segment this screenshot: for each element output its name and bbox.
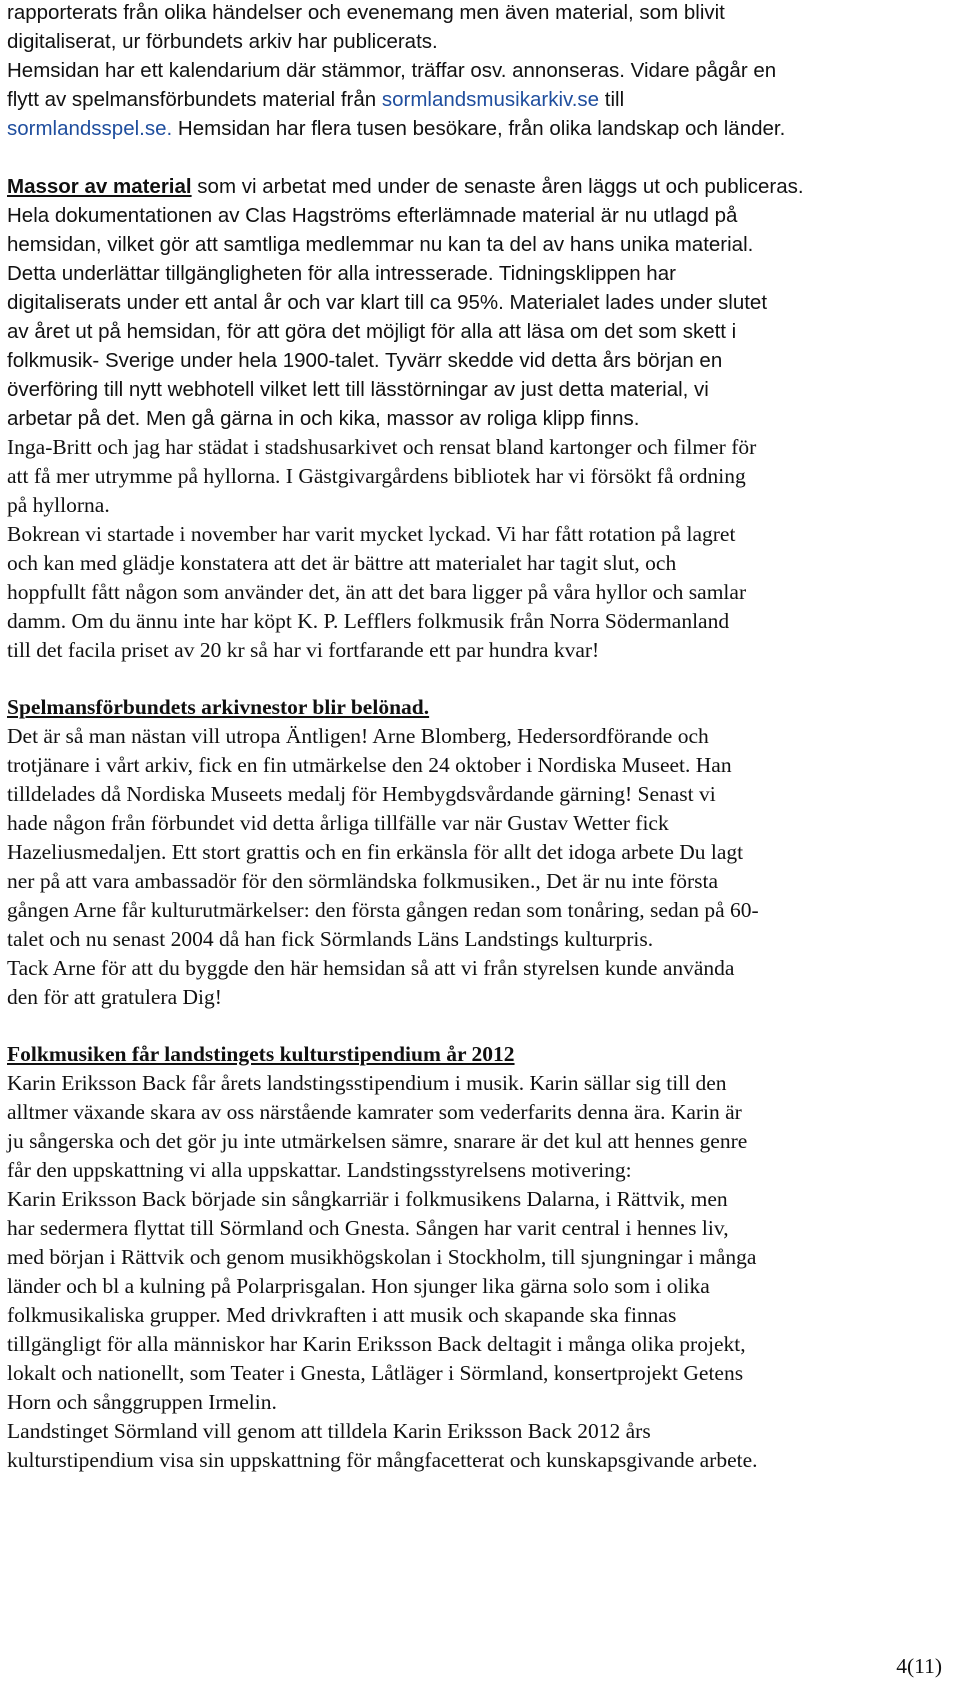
stipendium-heading: Folkmusiken får landstingets kulturstipendium år 2012 — [7, 1042, 515, 1066]
arkivnestor-line: ner på att vara ambassadör för den sörmländska folkmusiken., Det är nu inte första — [7, 869, 719, 893]
sormlandsspel-link[interactable]: sormlandsspel.se. — [7, 117, 173, 140]
stipendium-line: med början i Rättvik och genom musikhögskolan i Stockholm, till sjungningar i många — [7, 1245, 757, 1269]
stipendium-line: har sedermera flyttat till Sörmland och Gnesta. Sången har varit central i hennes liv, — [7, 1216, 729, 1240]
massor-line: Inga-Britt och jag har städat i stadshusarkivet och rensat bland kartonger och filmer för — [7, 435, 757, 459]
arkivnestor-line: talet och nu senast 2004 då han fick Sörmlands Läns Landstings kulturpris. — [7, 927, 654, 951]
intro-line: Hemsidan har ett kalendarium där stämmor, träffar osv. annonseras. Vidare pågår en — [7, 59, 777, 82]
arkivnestor-line: hade någon från förbundet vid detta årliga tillfälle var när Gustav Wetter fick — [7, 811, 669, 835]
intro-line — [7, 114, 785, 143]
stipendium-line: ju sångerska och det gör ju inte utmärkelsen sämre, snarare är det kul att hennes genre — [7, 1129, 748, 1153]
massor-line: hemsidan, vilket gör att samtliga medlemmar nu kan ta del av hans unika material. — [7, 233, 754, 256]
massor-line: av året ut på hemsidan, för att göra det möjligt för alla att läsa om det som skett i — [7, 320, 737, 343]
intro-line: rapporterats från olika händelser och evenemang men även material, som blivit — [7, 1, 725, 24]
stipendium-line: folkmusikaliska grupper. Med drivkraften i att musik och skapande ska finnas — [7, 1303, 677, 1327]
massor-line: Bokrean vi startade i november har varit mycket lyckad. Vi har fått rotation på lagret — [7, 522, 736, 546]
stipendium-line: Landstinget Sörmland vill genom att tilldela Karin Eriksson Back 2012 års — [7, 1419, 651, 1443]
stipendium-line: Horn och sånggruppen Irmelin. — [7, 1390, 277, 1414]
massor-text: som vi arbetat med under de senaste åren läggs ut och publiceras. — [191, 175, 804, 198]
stipendium-line: länder och bl a kulning på Polarprisgalan. Hon sjunger lika gärna solo som i olika — [7, 1274, 710, 1298]
stipendium-line: Karin Eriksson Back började sin sångkarriär i folkmusikens Dalarna, i Rättvik, men — [7, 1187, 728, 1211]
massor-line: Detta underlättar tillgängligheten för alla intresserade. Tidningsklippen har — [7, 262, 676, 285]
massor-line: damm. Om du ännu inte har köpt K. P. Lefflers folkmusik från Norra Södermanland — [7, 609, 730, 633]
massor-line: Hela dokumentationen av Clas Hagströms efterlämnade material är nu utlagd på — [7, 204, 738, 227]
massor-line: hoppfullt fått någon som använder det, än att det bara ligger på våra hyllor och samlar — [7, 580, 747, 604]
arkivnestor-line: Det är så man nästan vill utropa Äntligen! Arne Blomberg, Hedersordförande och — [7, 724, 709, 748]
massor-line: överföring till nytt webhotell vilket lett till lässtörningar av just detta material, vi — [7, 378, 709, 401]
stipendium-line: kulturstipendium visa sin uppskattning för mångfacetterat och kunskapsgivande arbete. — [7, 1448, 758, 1472]
stipendium-line: får den uppskattning vi alla uppskattar. Landstingsstyrelsens motivering: — [7, 1158, 632, 1182]
massor-line: på hyllorna. — [7, 493, 110, 517]
massor-line: folkmusik- Sverige under hela 1900-talet. Tyvärr skedde vid detta års början en — [7, 349, 723, 372]
massor-line: digitaliserats under ett antal år och var klart till ca 95%. Materialet lades under slutet — [7, 291, 768, 314]
massor-lead: Massor av material — [7, 175, 192, 198]
arkivnestor-line: den för att gratulera Dig! — [7, 985, 222, 1009]
arkivnestor-line: tilldelades då Nordiska Museets medalj för Hembygdsvårdande gärning! Senast vi — [7, 782, 716, 806]
arkivnestor-heading: Spelmansförbundets arkivnestor blir belönad. — [7, 695, 430, 719]
massor-line — [7, 172, 804, 201]
intro-text: till — [599, 88, 625, 111]
stipendium-line: lokalt och nationellt, som Teater i Gnesta, Låtläger i Sörmland, konsertprojekt Getens — [7, 1361, 744, 1385]
intro-text: Hemsidan har flera tusen besökare, från olika landskap och länder. — [172, 117, 786, 140]
massor-line: att få mer utrymme på hyllorna. I Gästgivargårdens bibliotek har vi försökt få ordning — [7, 464, 746, 488]
intro-line: digitaliserat, ur förbundets arkiv har publicerats. — [7, 30, 438, 53]
intro-text: flytt av spelmansförbundets material från — [7, 88, 382, 111]
stipendium-line: tillgängligt för alla människor har Karin Eriksson Back deltagit i många olika projekt, — [7, 1332, 746, 1356]
intro-line — [7, 85, 624, 114]
sormlandsmusikarkiv-link[interactable]: sormlandsmusikarkiv.se — [381, 88, 600, 111]
arkivnestor-line: gången Arne får kulturutmärkelser: den första gången redan som tonåring, sedan på 60- — [7, 898, 759, 922]
arkivnestor-line: Hazeliusmedaljen. Ett stort grattis och en fin erkänsla för allt det idoga arbete Du lagt — [7, 840, 744, 864]
page-number: 4(11) — [896, 1654, 942, 1678]
massor-line: till det facila priset av 20 kr så har vi fortfarande ett par hundra kvar! — [7, 638, 600, 662]
arkivnestor-line: trotjänare i vårt arkiv, fick en fin utmärkelse den 24 oktober i Nordiska Museet. Han — [7, 753, 732, 777]
arkivnestor-line: Tack Arne för att du byggde den här hemsidan så att vi från styrelsen kunde använda — [7, 956, 735, 980]
massor-line: och kan med glädje konstatera att det är bättre att materialet har tagit slut, och — [7, 551, 677, 575]
massor-line: arbetar på det. Men gå gärna in och kika, massor av roliga klipp finns. — [7, 407, 640, 430]
stipendium-line: Karin Eriksson Back får årets landstingsstipendium i musik. Karin sällar sig till den — [7, 1071, 727, 1095]
stipendium-line: alltmer växande skara av oss närstående kamrater som vederfarits denna ära. Karin är — [7, 1100, 742, 1124]
